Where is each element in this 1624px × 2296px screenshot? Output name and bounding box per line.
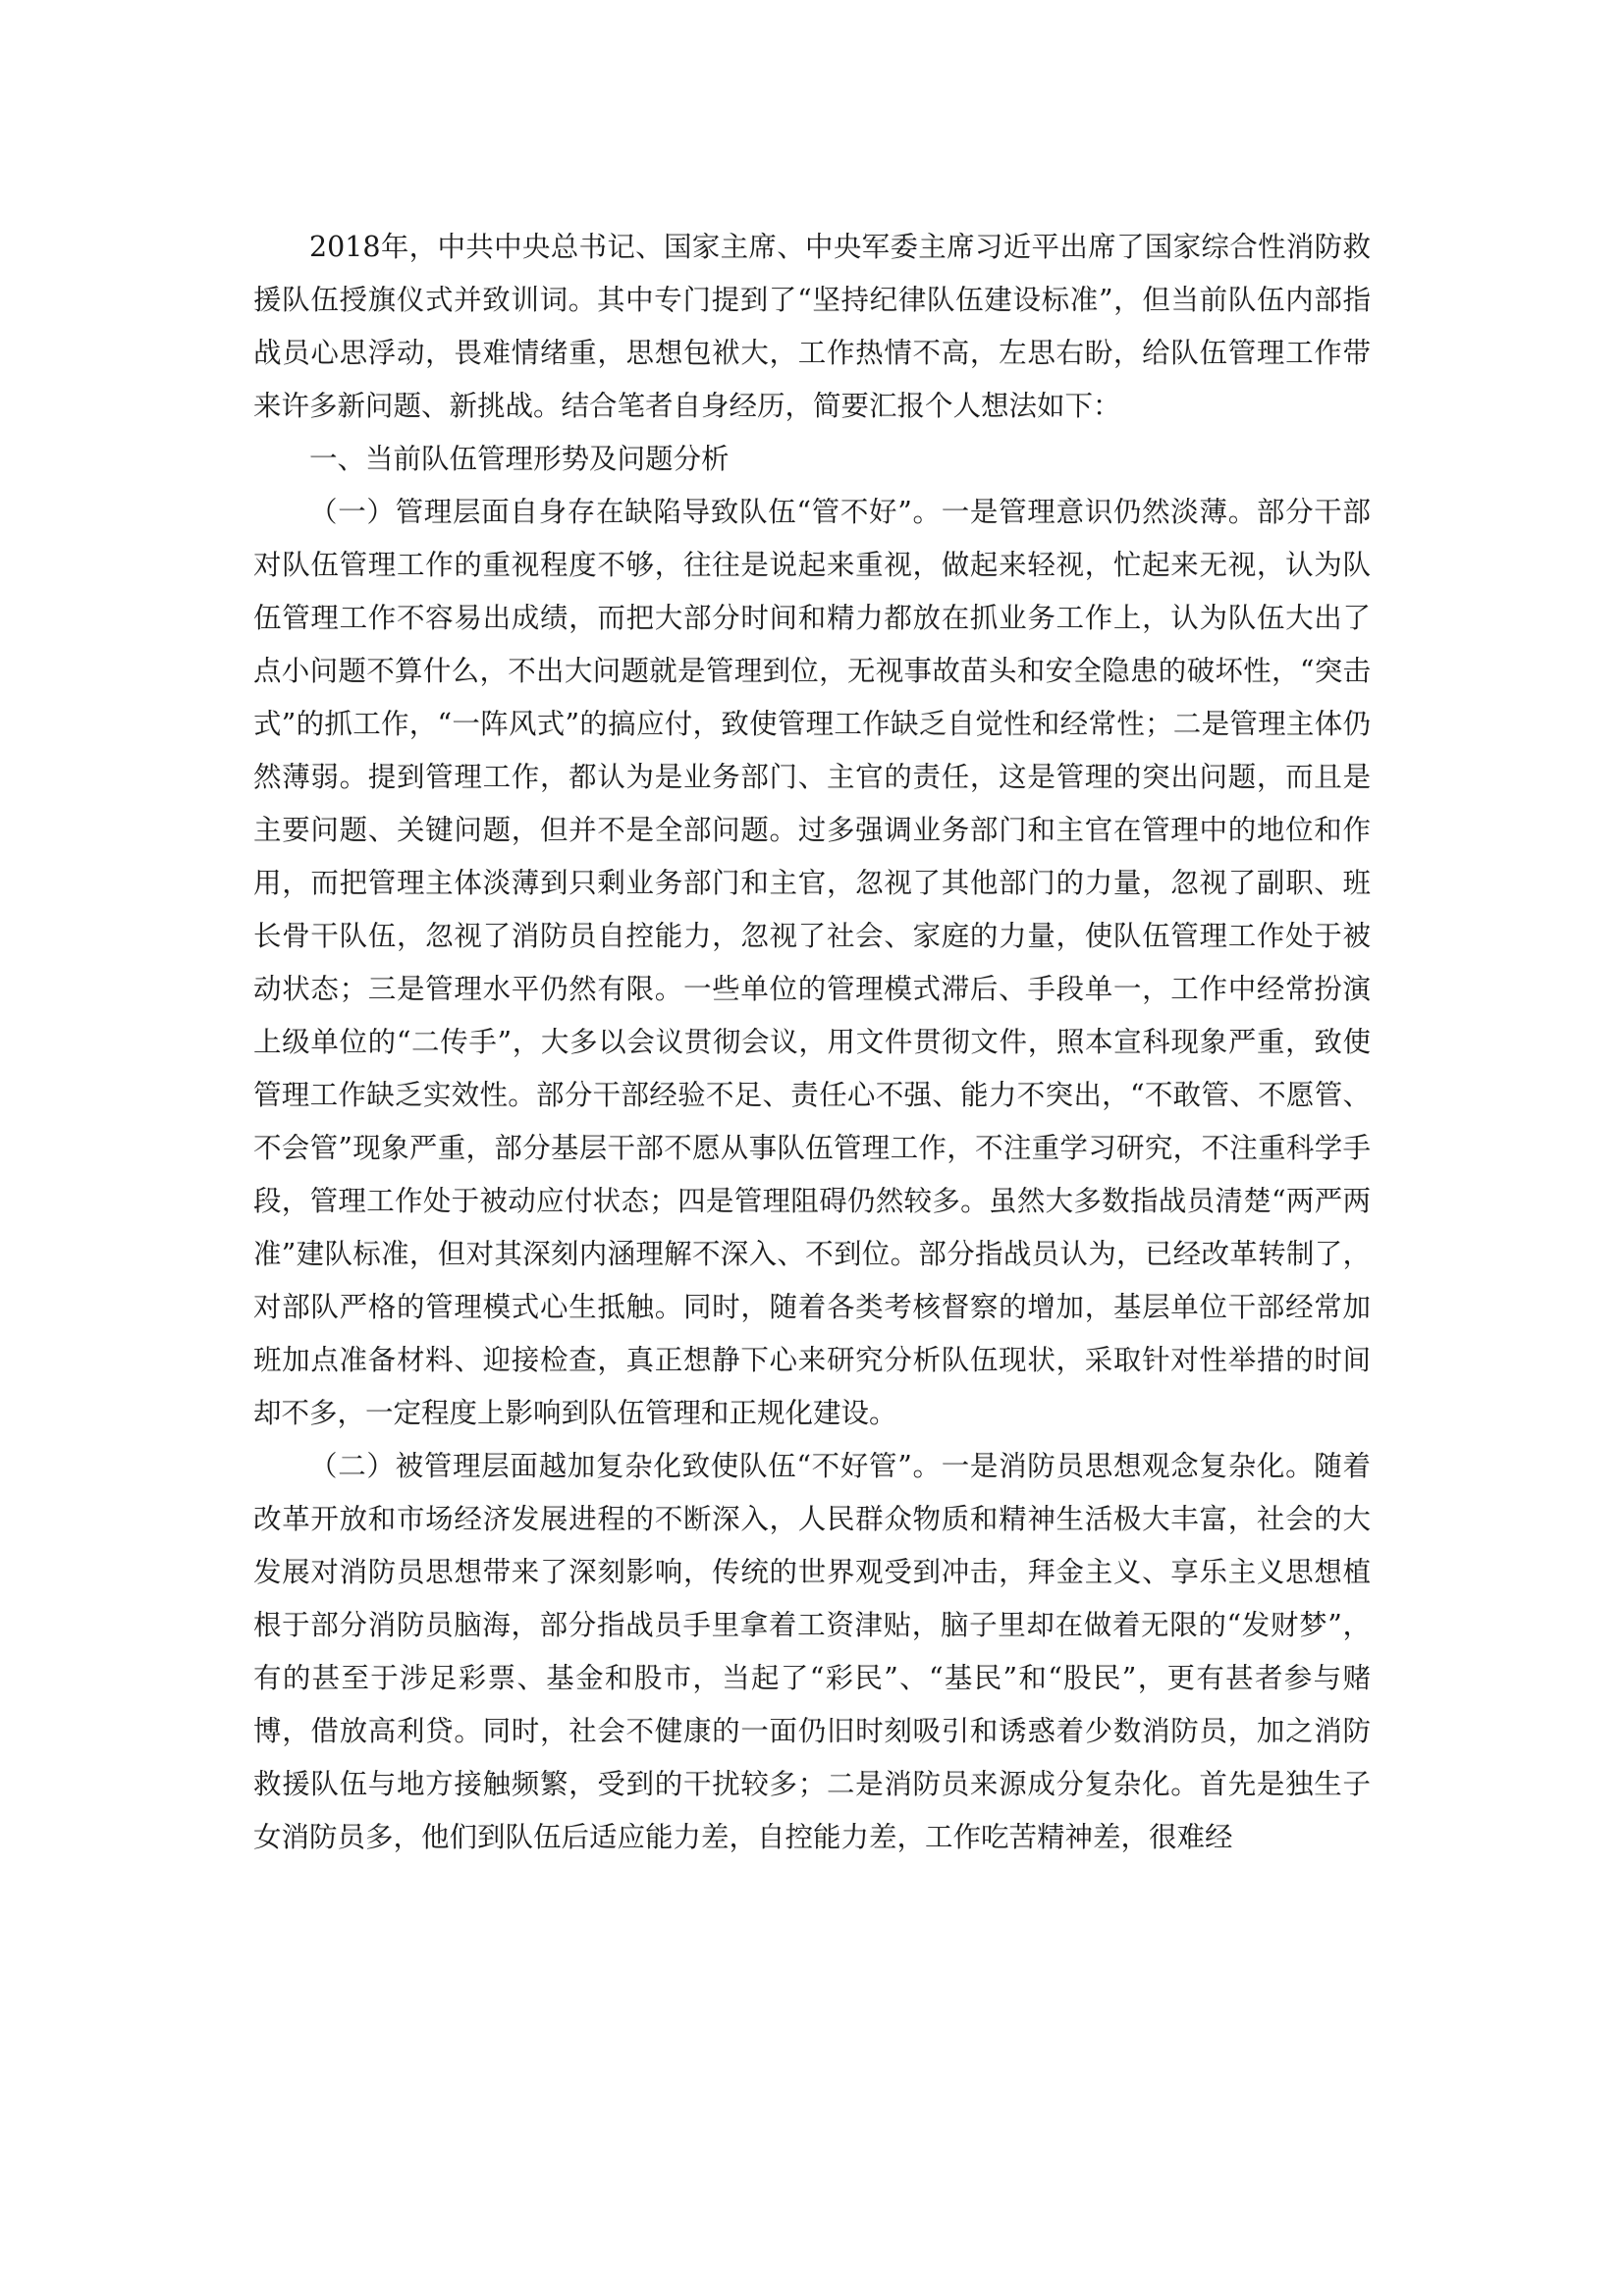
paragraph-intro: 2018年，中共中央总书记、国家主席、中央军委主席习近平出席了国家综合性消防救援队伍授旗仪式并致训词。其中专门提到了“坚持纪律队伍建设标准”，但当前队伍内部指战员心思浮动，畏难情绪重，思想包袱大，工作热情不高，左思右盼，给队伍管理工作带来许多新问题、新挑战。结合笔者自身经历，简要汇报个人想法如下： [253,231,1371,422]
paragraph-managed-complexity: （二）被管理层面越加复杂化致使队伍“不好管”。一是消防员思想观念复杂化。随着改革开放和市场经济发展进程的不断深入，人民群众物质和精神生活极大丰富，社会的大发展对消防员思想带来了深刻影响，传统的世界观受到冲击，拜金主义、享乐主义思想植根于部分消防员脑海，部分指战员手里拿着工资津贴，脑子里却在做着无限的“发财梦”，有的甚至于涉足彩票、基金和股市，当起了“彩民”、“基民”和“股民”，更有甚者参与赌博，借放高利贷。同时，社会不健康的一面仍旧时刻吸引和诱惑着少数消防员，加之消防救援队伍与地方接触频繁，受到的干扰较多；二是消防员来源成分复杂化。首先是独生子女消防员多，他们到队伍后适应能力差，自控能力差，工作吃苦精神差，很难经 [253,1450,1371,1853]
document-body [253,221,1371,1864]
section-heading: 一、当前队伍管理形势及问题分析 [309,443,730,475]
paragraph-management-defects: （一）管理层面自身存在缺陷导致队伍“管不好”。一是管理意识仍然淡薄。部分干部对队伍管理工作的重视程度不够，往往是说起来重视，做起来轻视，忙起来无视，认为队伍管理工作不容易出成绩，而把大部分时间和精力都放在抓业务工作上，认为队伍大出了点小问题不算什么，不出大问题就是管理到位，无视事故苗头和安全隐患的破坏性，“突击式”的抓工作，“一阵风式”的搞应付，致使管理工作缺乏自觉性和经常性；二是管理主体仍然薄弱。提到管理工作，都认为是业务部门、主官的责任，这是管理的突出问题，而且是主要问题、关键问题，但并不是全部问题。过多强调业务部门和主官在管理中的地位和作用，而把管理主体淡薄到只剩业务部门和主官，忽视了其他部门的力量，忽视了副职、班长骨干队伍，忽视了消防员自控能力，忽视了社会、家庭的力量，使队伍管理工作处于被动状态；三是管理水平仍然有限。一些单位的管理模式滞后、手段单一，工作中经常扮演上级单位的“二传手”，大多以会议贯彻会议，用文件贯彻文件，照本宣科现象严重，致使管理工作缺乏实效性。部分干部经验不足、责任心不强、能力不突出，“不敢管、不愿管、不会管”现象严重，部分基层干部不愿从事队伍管理工作，不注重学习研究，不注重科学手段，管理工作处于被动应付状态；四是管理阻碍仍然较多。虽然大多数指战员清楚“两严两准”建队标准，但对其深刻内涵理解不深入、不到位。部分指战员认为，已经改革转制了，对部队严格的管理模式心生抵触。同时，随着各类考核督察的增加，基层单位干部经常加班加点准备材料、迎接检查，真正想静下心来研究分析队伍现状，采取针对性举措的时间却不多，一定程度上影响到队伍管理和正规化建设。 [253,496,1371,1429]
